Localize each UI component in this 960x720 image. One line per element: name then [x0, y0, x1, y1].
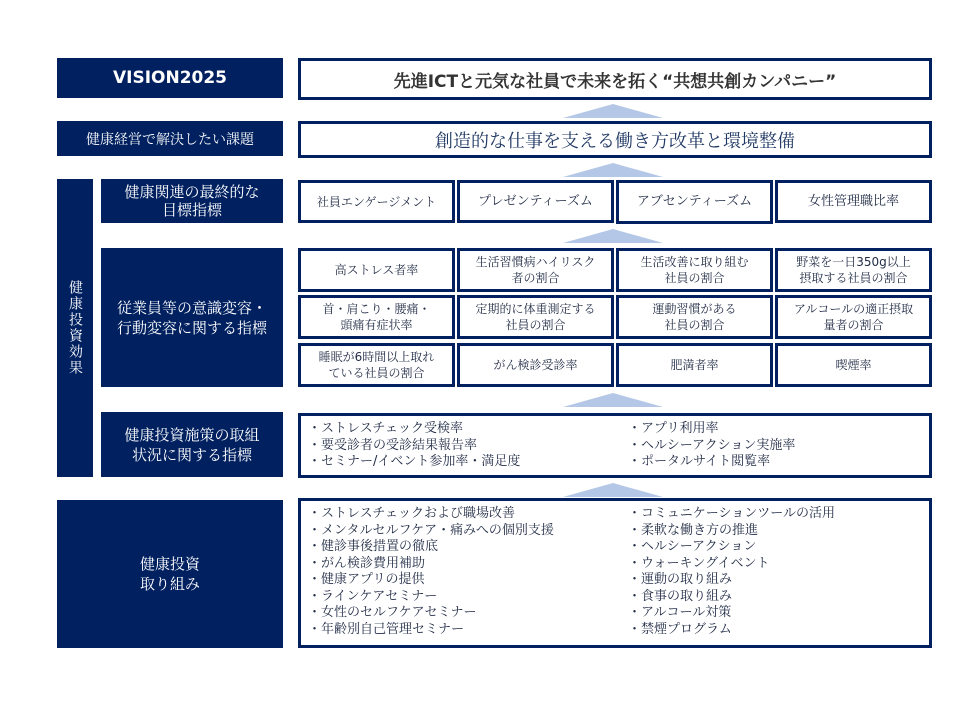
investment-label-line: 取り組み: [139, 575, 200, 593]
arrow-up-icon: [563, 393, 663, 407]
vision-label: [57, 58, 283, 98]
goal-item-text: プレゼンティーズム: [478, 193, 593, 209]
issue-label: [57, 121, 283, 156]
final-goal-label: [101, 179, 283, 223]
investment-left-list: [308, 506, 554, 638]
list-item: ・ 食事の取り組み: [628, 589, 835, 606]
metric-text: 者の割合: [511, 271, 560, 285]
list-item: ・ 柔軟な働き方の推進: [628, 523, 835, 540]
goal-item: [616, 180, 773, 224]
vision-statement-text: 先進ICTと元気な社員で未来を拓く“共想共創カンパニー”: [393, 71, 837, 92]
initiative-label-line: 健康投資施策の取組: [124, 425, 260, 444]
arrow-up-icon: [563, 229, 663, 243]
effect-side-label-text: 健康投資効果: [67, 280, 83, 376]
arrow-up-icon: [563, 104, 663, 118]
metric-text: 社員の割合: [505, 318, 566, 332]
arrow-up-icon: [563, 483, 663, 497]
metric-cell: [457, 248, 614, 292]
metric-text: 高ストレス者率: [334, 263, 419, 277]
investment-right-list: [628, 506, 835, 638]
initiative-metrics-left-list: [308, 421, 520, 471]
list-item: ・ ラインケアセミナー: [308, 589, 554, 606]
metric-cell: [616, 248, 773, 292]
list-item: ・ 健康アプリの提供: [308, 572, 554, 589]
metric-text: 定期的に体重測定する: [475, 302, 596, 316]
list-item: ・ 健診事後措置の徹底: [308, 539, 554, 556]
metric-text: 喫煙率: [835, 358, 872, 372]
vision-label-text: VISION2025: [112, 68, 228, 88]
final-goal-label-line: 目標指標: [161, 201, 222, 219]
list-item: ・ 要受診者の受診結果報告率: [308, 438, 520, 455]
vision-statement: [298, 58, 932, 100]
list-item: ・ 運動の取り組み: [628, 572, 835, 589]
list-item: ・ アプリ利用率: [628, 421, 795, 438]
metric-cell: [298, 295, 455, 339]
initiative-metrics-right-list: [628, 421, 795, 471]
behavior-label-line: 従業員等の意識変容・: [116, 298, 267, 317]
metric-text: ている社員の割合: [328, 366, 425, 380]
metric-cell: [775, 248, 932, 292]
metric-text: 首・肩こり・腰痛・: [322, 302, 431, 316]
list-item: ・ ウォーキングイベント: [628, 556, 835, 573]
initiative-metrics-label: [101, 412, 283, 477]
behavior-label-line: 行動変容に関する指標: [116, 318, 267, 337]
list-item: ・ ヘルシーアクション: [628, 539, 835, 556]
issue-label-text: 健康経営で解決したい課題: [86, 131, 254, 148]
list-item: ・ ポータルサイト閲覧率: [628, 454, 795, 471]
initiative-label-line: 状況に関する指標: [131, 445, 252, 464]
metric-text: 肥満者率: [670, 358, 719, 372]
final-goal-label-line: 健康関連の最終的な: [124, 183, 260, 201]
metric-cell: [775, 343, 932, 387]
metric-text: 生活改善に取り組む: [640, 255, 749, 269]
metric-text: がん検診受診率: [493, 358, 578, 372]
list-item: ・ セミナー/イベント参加率・満足度: [308, 454, 520, 471]
investment-label: [57, 500, 283, 648]
metric-cell: [616, 343, 773, 387]
metric-text: 野菜を一日350g以上: [796, 255, 911, 269]
issue-statement: [298, 121, 932, 158]
list-item: ・ 年齢別自己管理セミナー: [308, 622, 554, 639]
metric-text: 生活習慣病ハイリスク: [475, 255, 596, 269]
metric-cell: [298, 248, 455, 292]
list-item: ・ コミュニケーションツールの活用: [628, 506, 835, 523]
metric-cell: [298, 343, 455, 387]
list-item: ・ 女性のセルフケアセミナー: [308, 605, 554, 622]
metric-cell: [616, 295, 773, 339]
goal-item: [775, 180, 932, 223]
metric-text: 頭痛有症状率: [340, 318, 413, 332]
metric-text: 社員の割合: [664, 318, 725, 332]
metric-text: 摂取する社員の割合: [799, 271, 908, 285]
goal-item: [457, 180, 614, 223]
goal-item-text: アブセンティーズム: [636, 194, 753, 209]
list-item: ・ 禁煙プログラム: [628, 622, 835, 639]
list-item: ・ ヘルシーアクション実施率: [628, 438, 795, 455]
metric-text: 量者の割合: [823, 318, 884, 332]
effect-side-label: [57, 179, 93, 477]
investment-label-line: 健康投資: [139, 555, 200, 573]
list-item: ・ アルコール対策: [628, 605, 835, 622]
metric-cell: [457, 295, 614, 339]
metric-text: 睡眠が6時間以上取れ: [318, 350, 435, 364]
goal-item-text: 女性管理職比率: [807, 193, 899, 209]
metric-cell: [457, 343, 614, 387]
metric-text: アルコールの適正摂取: [793, 302, 914, 316]
metric-cell: [775, 295, 932, 339]
list-item: ・ メンタルセルフケア・痛みへの個別支援: [308, 523, 554, 540]
list-item: ・ ストレスチェックおよび職場改善: [308, 506, 554, 523]
list-item: ・ がん検診費用補助: [308, 556, 554, 573]
goal-item: [298, 180, 455, 223]
issue-statement-text: 創造的な仕事を支える働き方改革と環境整備: [435, 130, 795, 152]
list-item: ・ ストレスチェック受検率: [308, 421, 520, 438]
metric-text: 社員の割合: [664, 271, 725, 285]
arrow-up-icon: [563, 163, 663, 177]
goal-item-text: 社員エンゲージメント: [316, 194, 437, 209]
metric-text: 運動習慣がある: [652, 302, 737, 316]
behavior-change-label: [101, 248, 283, 387]
